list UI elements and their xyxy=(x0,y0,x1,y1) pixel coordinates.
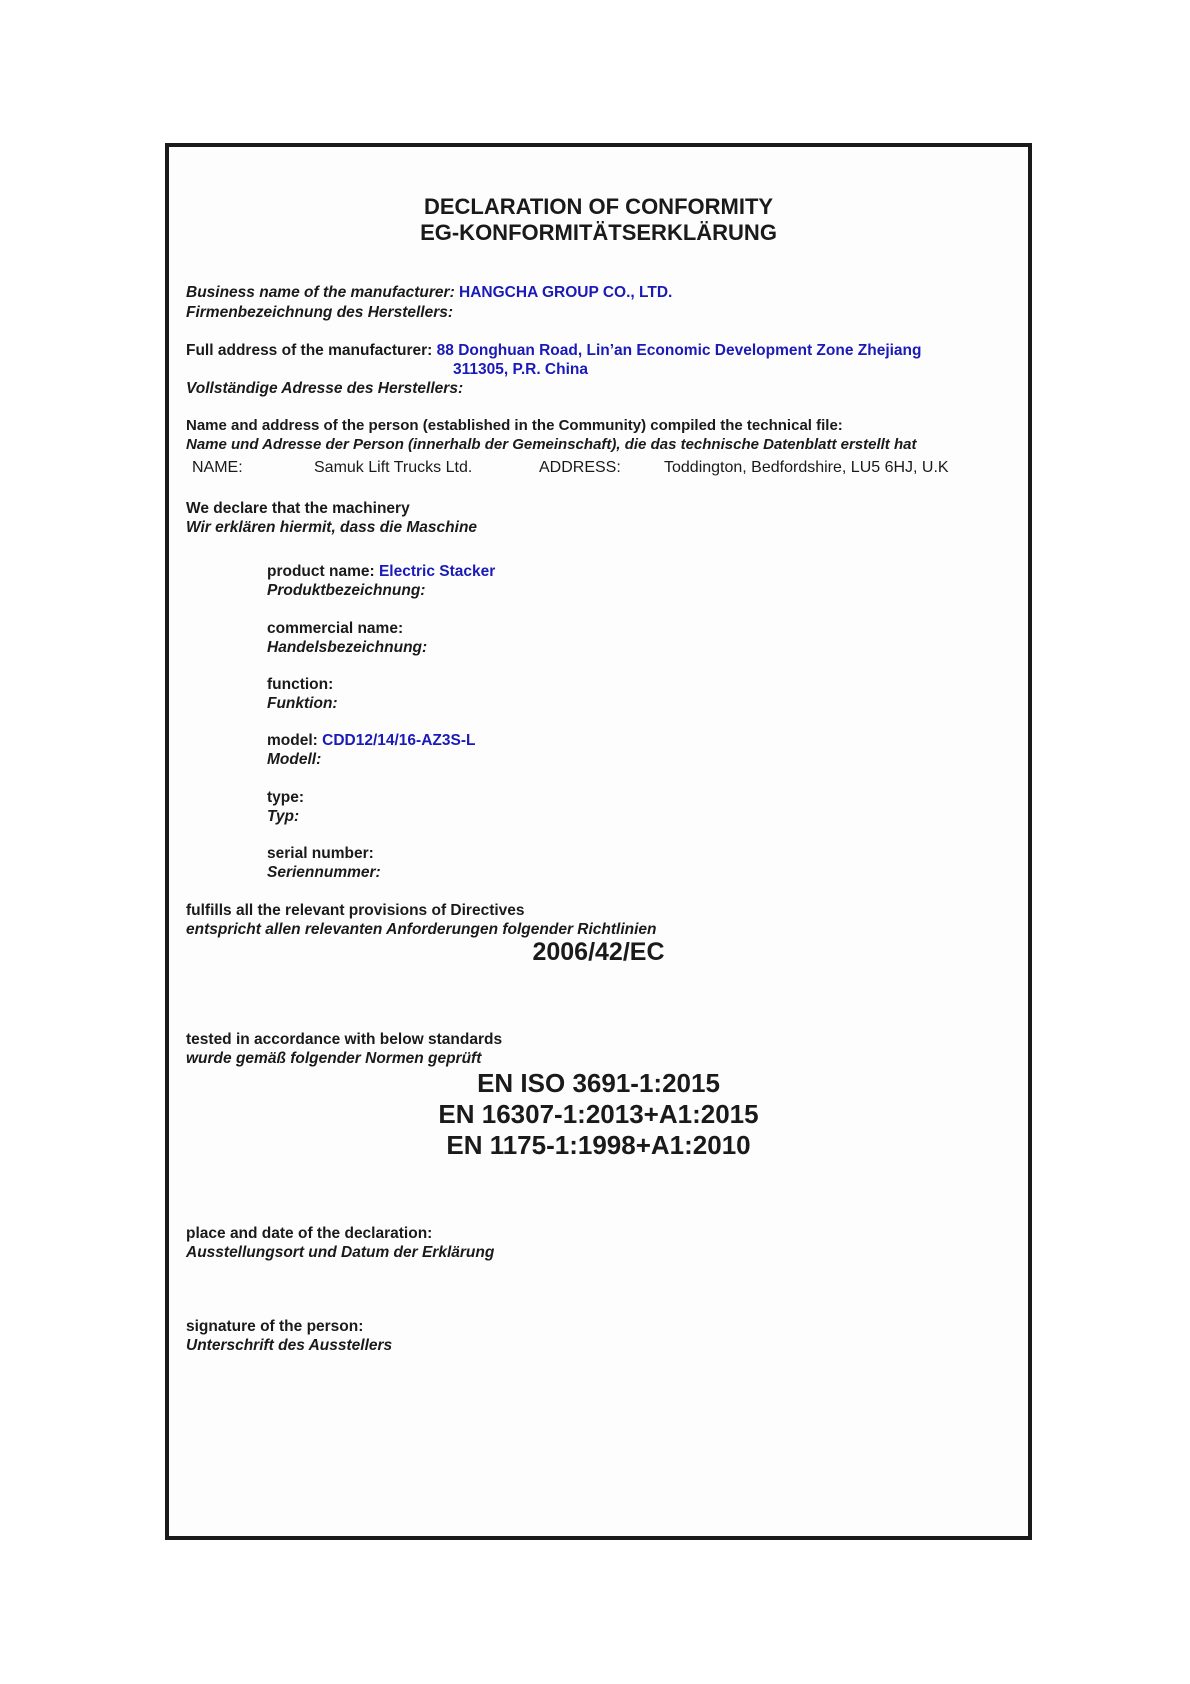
product-name-label-de: Produktbezeichnung: xyxy=(267,582,426,599)
standard-item: EN ISO 3691-1:2015 xyxy=(477,1068,720,1098)
function-label: function: xyxy=(267,676,334,693)
address-line1: 88 Donghuan Road, Lin’an Economic Development Zone Zhejiang xyxy=(436,342,922,359)
model-value: CDD12/14/16-AZ3S-L xyxy=(322,732,476,749)
type-label-de: Typ: xyxy=(267,808,300,825)
declare-de: Wir erklären hiermit, dass die Maschine xyxy=(186,519,478,536)
title-de: EG-KONFORMITÄTSERKLÄRUNG xyxy=(420,220,777,245)
technical-file-label-de: Name und Adresse der Person (innerhalb der Gemeinschaft), die das technische Datenblatt erstellt hat xyxy=(186,436,917,453)
title-en: DECLARATION OF CONFORMITY xyxy=(423,194,774,219)
type-label: type: xyxy=(267,789,305,806)
serial-number-label-de: Seriennummer: xyxy=(267,864,381,881)
business-name-label-de: Firmenbezeichnung des Herstellers: xyxy=(186,304,454,321)
product-name-label: product name: xyxy=(267,563,375,580)
declare-en: We declare that the machinery xyxy=(186,500,410,517)
commercial-name-label-de: Handelsbezeichnung: xyxy=(267,639,428,656)
tf-name-label: NAME: xyxy=(192,459,243,476)
standard-item: EN 16307-1:2013+A1:2015 xyxy=(438,1099,759,1129)
technical-file-label: Name and address of the person (established in the Community) compiled the technical file: xyxy=(186,417,843,434)
address-label-de: Vollständige Adresse des Herstellers: xyxy=(186,380,464,397)
address-row xyxy=(186,342,922,360)
standard-item: EN 1175-1:1998+A1:2010 xyxy=(446,1130,751,1160)
function-label-de: Funktion: xyxy=(267,695,338,712)
signature-label: signature of the person: xyxy=(186,1318,364,1335)
product-name-row xyxy=(267,563,495,581)
commercial-name-label: commercial name: xyxy=(267,620,404,637)
model-row xyxy=(267,732,475,750)
tf-name-value: Samuk Lift Trucks Ltd. xyxy=(314,459,473,476)
declaration-frame xyxy=(165,143,1032,1540)
model-label: model: xyxy=(267,732,318,749)
tf-address-label: ADDRESS: xyxy=(539,459,621,476)
standards-label-de: wurde gemäß folgender Normen geprüft xyxy=(186,1050,482,1067)
standards-label: tested in accordance with below standards xyxy=(186,1031,503,1048)
business-name-label: Business name of the manufacturer: xyxy=(186,284,455,301)
business-name-row xyxy=(186,284,672,302)
signature-label-de: Unterschrift des Ausstellers xyxy=(186,1337,393,1354)
model-label-de: Modell: xyxy=(267,751,322,768)
product-name-value: Electric Stacker xyxy=(378,563,496,580)
directives-label-de: entspricht allen relevanten Anforderungen folgender Richtlinien xyxy=(186,921,657,938)
directive-value: 2006/42/EC xyxy=(532,938,665,966)
serial-number-label: serial number: xyxy=(267,845,374,862)
directives-label: fulfills all the relevant provisions of Directives xyxy=(186,902,525,919)
address-line2: 311305, P.R. China xyxy=(453,361,588,378)
address-label: Full address of the manufacturer: xyxy=(186,342,433,359)
tf-address-value: Toddington, Bedfordshire, LU5 6HJ, U.K xyxy=(664,459,949,476)
place-date-label: place and date of the declaration: xyxy=(186,1225,433,1242)
place-date-label-de: Ausstellungsort und Datum der Erklärung xyxy=(186,1244,495,1261)
business-name-value: HANGCHA GROUP CO., LTD. xyxy=(459,284,673,301)
